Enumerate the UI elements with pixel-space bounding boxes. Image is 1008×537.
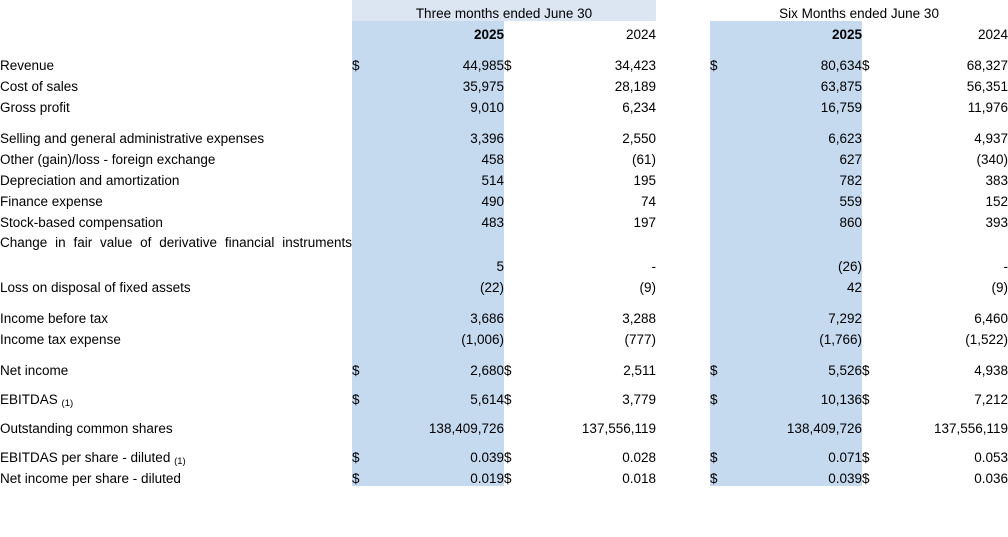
row-value-q2-2025: 490 (376, 188, 504, 209)
header-years-empty (0, 21, 352, 42)
row-value-q2-2024: 2,550 (622, 131, 656, 146)
row-value-q2-2024: 137,556,119 (581, 421, 656, 436)
row-value-q2-2025: 2,680 (376, 357, 504, 378)
row-gap (656, 386, 710, 407)
row-label (0, 444, 352, 465)
row-value-ytd-2024: (1,522) (965, 332, 1008, 347)
row-value-ytd-2025: (1,766) (734, 326, 862, 347)
header-cur-2 (504, 21, 528, 42)
table-row (0, 326, 1008, 347)
row-value-q2-2025: 483 (376, 209, 504, 230)
row-value-ytd-2025: 627 (734, 146, 862, 167)
row-value-q2-2025: 9,010 (376, 94, 504, 115)
row-currency-ytd-2024 (862, 94, 886, 115)
header-year-2024-q2: 2024 (625, 27, 656, 42)
header-cur-4 (862, 21, 886, 42)
row-currency-ytd-2024: $ (862, 363, 870, 378)
row-label: Net income (0, 363, 69, 378)
spacer-row (0, 378, 1008, 386)
row-currency-ytd-2025 (710, 125, 734, 146)
row-value-ytd-2024: 56,351 (966, 79, 1008, 94)
row-currency-ytd-2025 (710, 252, 734, 274)
row-value-q2-2024: 0.028 (622, 450, 656, 465)
row-value-q2-2025: 3,686 (376, 305, 504, 326)
row-label: Cost of sales (0, 79, 79, 94)
header-year-2024-ytd: 2024 (978, 27, 1008, 42)
row-value-q2-2024: 3,779 (622, 392, 656, 407)
table-row (0, 209, 1008, 230)
row-value-q2-2024: 28,189 (614, 79, 656, 94)
table-row (0, 73, 1008, 94)
row-currency-q2-2024: $ (504, 363, 512, 378)
row-label-text: EBITDAS per share - diluted (0, 450, 171, 465)
header-group-six-months: Six Months ended June 30 (779, 6, 939, 21)
row-label: Other (gain)/loss - foreign exchange (0, 152, 216, 167)
row-value-ytd-2024: 7,212 (974, 392, 1008, 407)
row-currency-ytd-2025 (710, 188, 734, 209)
table-row (0, 357, 1008, 378)
table-header-groups (0, 0, 1008, 21)
row-currency-q2-2024 (504, 188, 528, 209)
row-currency-q2-2025: $ (352, 465, 376, 486)
row-currency-ytd-2025 (710, 146, 734, 167)
row-currency-ytd-2024: $ (862, 471, 870, 486)
row-currency-ytd-2024 (862, 167, 886, 188)
row-gap (656, 52, 710, 73)
header-group-three-months: Three months ended June 30 (352, 0, 656, 21)
row-value-ytd-2025: (26) (734, 252, 862, 274)
row-gap (656, 252, 710, 274)
row-label: Income before tax (0, 311, 109, 326)
table-row (0, 305, 1008, 326)
footnote-marker: (1) (174, 456, 186, 467)
row-value-q2-2025: 5,614 (376, 386, 504, 407)
row-label: Net income per share - diluted (0, 471, 181, 486)
table-row (0, 94, 1008, 115)
row-currency-ytd-2025 (710, 274, 734, 295)
row-value-q2-2024: (61) (631, 152, 656, 167)
row-value-q2-2025: 35,975 (376, 73, 504, 94)
row-currency-ytd-2025 (710, 167, 734, 188)
row-value-ytd-2025: 138,409,726 (734, 415, 862, 436)
row-value-ytd-2025: 10,136 (734, 386, 862, 407)
row-label (0, 386, 352, 407)
row-currency-ytd-2025 (710, 209, 734, 230)
row-value-q2-2025: 0.039 (376, 444, 504, 465)
row-gap (656, 125, 710, 146)
row-currency-ytd-2024 (862, 252, 886, 274)
row-currency-q2-2024 (504, 125, 528, 146)
table-row (0, 274, 1008, 295)
row-currency-ytd-2024 (862, 274, 886, 295)
row-label: Income tax expense (0, 332, 121, 347)
row-label: Revenue (0, 58, 55, 73)
row-currency-q2-2024 (504, 252, 528, 274)
row-currency-q2-2024 (504, 167, 528, 188)
row-currency-ytd-2024: $ (862, 450, 870, 465)
row-currency-ytd-2024: $ (862, 392, 870, 407)
row-gap (656, 167, 710, 188)
row-currency-q2-2025 (352, 209, 376, 230)
table-row (0, 188, 1008, 209)
header-cur-3 (710, 21, 734, 42)
row-label: Stock-based compensation (0, 215, 163, 230)
row-value-ytd-2025: 80,634 (734, 52, 862, 73)
header-empty-label (0, 0, 352, 21)
spacer-row (0, 347, 1008, 357)
footnote-marker: (1) (61, 398, 74, 409)
spacer-row (0, 436, 1008, 444)
row-currency-ytd-2024 (862, 73, 886, 94)
row-value-ytd-2025: 16,759 (734, 94, 862, 115)
row-currency-q2-2025 (352, 73, 376, 94)
row-value-q2-2025: 0.019 (376, 465, 504, 486)
row-value-ytd-2025: 6,623 (734, 125, 862, 146)
row-value-q2-2025: 44,985 (376, 52, 504, 73)
row-currency-ytd-2025: $ (710, 357, 734, 378)
spacer-row (0, 407, 1008, 415)
row-gap (656, 415, 710, 436)
row-value-q2-2025: 3,396 (376, 125, 504, 146)
row-currency-q2-2025 (352, 252, 376, 274)
row-currency-ytd-2024: $ (862, 58, 870, 73)
row-currency-q2-2024 (504, 94, 528, 115)
row-currency-q2-2024 (504, 73, 528, 94)
row-currency-q2-2025 (352, 326, 376, 347)
table-row (0, 146, 1008, 167)
row-currency-ytd-2025 (710, 326, 734, 347)
row-currency-q2-2024: $ (504, 58, 512, 73)
row-value-ytd-2024: 11,976 (967, 100, 1008, 115)
row-label: Depreciation and amortization (0, 173, 180, 188)
row-currency-q2-2024 (504, 146, 528, 167)
row-value-ytd-2024: 0.036 (974, 471, 1008, 486)
row-currency-q2-2025 (352, 125, 376, 146)
table-row (0, 230, 1008, 252)
row-currency-q2-2024 (504, 274, 528, 295)
row-label: Change in fair value of derivative financial instruments (0, 235, 352, 250)
row-currency-ytd-2024 (862, 188, 886, 209)
table-header-years (0, 21, 1008, 42)
row-gap (656, 305, 710, 326)
row-currency-ytd-2025 (710, 73, 734, 94)
row-currency-q2-2025 (352, 415, 376, 436)
row-currency-q2-2025 (352, 274, 376, 295)
row-currency-q2-2024: $ (504, 471, 512, 486)
row-currency-ytd-2024 (862, 146, 886, 167)
header-year-2025-ytd: 2025 (734, 21, 862, 42)
row-gap (656, 274, 710, 295)
header-year-2025-q2: 2025 (376, 21, 504, 42)
row-currency-ytd-2024 (862, 415, 886, 436)
row-value-q2-2024: 2,511 (623, 363, 656, 378)
row-currency-ytd-2024 (862, 305, 886, 326)
row-value-q2-2024: 0.018 (622, 471, 656, 486)
row-value-q2-2024: (9) (639, 280, 656, 295)
row-value-ytd-2025: 5,526 (734, 357, 862, 378)
row-value-ytd-2025: 782 (734, 167, 862, 188)
row-currency-ytd-2025 (710, 305, 734, 326)
row-currency-q2-2024 (504, 305, 528, 326)
row-currency-ytd-2024 (862, 125, 886, 146)
table-row (0, 415, 1008, 436)
row-value-q2-2024: 3,288 (622, 311, 656, 326)
row-value-ytd-2024: - (1003, 259, 1008, 274)
row-value-q2-2025: 138,409,726 (376, 415, 504, 436)
row-gap (656, 188, 710, 209)
row-value-q2-2024: 197 (633, 215, 656, 230)
row-value-ytd-2024: 383 (985, 173, 1008, 188)
header-years-gap (656, 21, 710, 42)
row-value-q2-2024: 34,423 (614, 58, 656, 73)
row-gap (656, 465, 710, 486)
row-value-ytd-2025: 0.071 (734, 444, 862, 465)
row-currency-q2-2025 (352, 167, 376, 188)
table-row (0, 125, 1008, 146)
row-value-ytd-2024: 4,937 (974, 131, 1008, 146)
row-currency-q2-2025: $ (352, 357, 376, 378)
spacer-row (0, 42, 1008, 52)
row-value-q2-2025: 514 (376, 167, 504, 188)
spacer-row (0, 295, 1008, 305)
row-currency-q2-2025 (352, 188, 376, 209)
row-currency-q2-2024 (504, 415, 528, 436)
header-cur-1 (352, 21, 376, 42)
row-currency-q2-2025 (352, 94, 376, 115)
row-value-ytd-2025: 42 (734, 274, 862, 295)
row-value-ytd-2025: 559 (734, 188, 862, 209)
row-label-text: EBITDAS (0, 392, 58, 407)
row-value-q2-2024: - (651, 259, 656, 274)
row-value-q2-2024: (777) (624, 332, 656, 347)
table-row (0, 52, 1008, 73)
row-value-q2-2025: 458 (376, 146, 504, 167)
row-value-q2-2024: 195 (633, 173, 656, 188)
row-value-ytd-2025: 860 (734, 209, 862, 230)
row-currency-q2-2024: $ (504, 392, 512, 407)
row-label: Outstanding common shares (0, 421, 173, 436)
row-gap (656, 326, 710, 347)
row-value-q2-2025: (1,006) (376, 326, 504, 347)
row-value-q2-2025: 5 (376, 252, 504, 274)
row-currency-q2-2024 (504, 326, 528, 347)
row-currency-ytd-2025: $ (710, 52, 734, 73)
table-row (0, 444, 1008, 465)
row-value-ytd-2024: 137,556,119 (933, 421, 1008, 436)
row-value-ytd-2024: 393 (985, 215, 1008, 230)
row-value-ytd-2024: (9) (991, 280, 1008, 295)
row-currency-q2-2024: $ (504, 450, 512, 465)
row-currency-q2-2025 (352, 305, 376, 326)
spacer-row (0, 115, 1008, 125)
row-value-ytd-2025: 0.039 (734, 465, 862, 486)
row-currency-ytd-2025: $ (710, 444, 734, 465)
row-currency-q2-2025: $ (352, 444, 376, 465)
row-value-ytd-2025: 7,292 (734, 305, 862, 326)
row-value-ytd-2024: 6,460 (974, 311, 1008, 326)
row-gap (656, 94, 710, 115)
row-gap (656, 209, 710, 230)
row-currency-q2-2025: $ (352, 386, 376, 407)
row-label: Loss on disposal of fixed assets (0, 280, 191, 295)
row-currency-ytd-2025: $ (710, 386, 734, 407)
row-gap (656, 146, 710, 167)
row-currency-q2-2025: $ (352, 52, 376, 73)
row-currency-ytd-2024 (862, 209, 886, 230)
row-value-ytd-2024: 4,938 (974, 363, 1008, 378)
row-value-q2-2024: 74 (640, 194, 656, 209)
row-value-ytd-2025: 63,875 (734, 73, 862, 94)
table-row (0, 386, 1008, 407)
row-value-ytd-2024: (340) (976, 152, 1008, 167)
row-currency-ytd-2025: $ (710, 465, 734, 486)
row-label: Finance expense (0, 194, 103, 209)
row-currency-q2-2025 (352, 146, 376, 167)
row-gap (656, 357, 710, 378)
row-value-ytd-2024: 152 (985, 194, 1008, 209)
row-value-q2-2024: 6,234 (622, 100, 656, 115)
row-label: Gross profit (0, 100, 70, 115)
row-gap (656, 73, 710, 94)
row-currency-ytd-2024 (862, 326, 886, 347)
row-currency-ytd-2025 (710, 415, 734, 436)
row-currency-ytd-2025 (710, 94, 734, 115)
row-label: Selling and general administrative expenses (0, 131, 265, 146)
table-row (0, 465, 1008, 486)
header-empty-gap (656, 0, 710, 21)
row-value-ytd-2024: 0.053 (974, 450, 1008, 465)
row-currency-q2-2024 (504, 209, 528, 230)
row-value-q2-2025: (22) (376, 274, 504, 295)
table-row (0, 167, 1008, 188)
row-value-ytd-2024: 68,327 (966, 58, 1008, 73)
row-gap (656, 444, 710, 465)
